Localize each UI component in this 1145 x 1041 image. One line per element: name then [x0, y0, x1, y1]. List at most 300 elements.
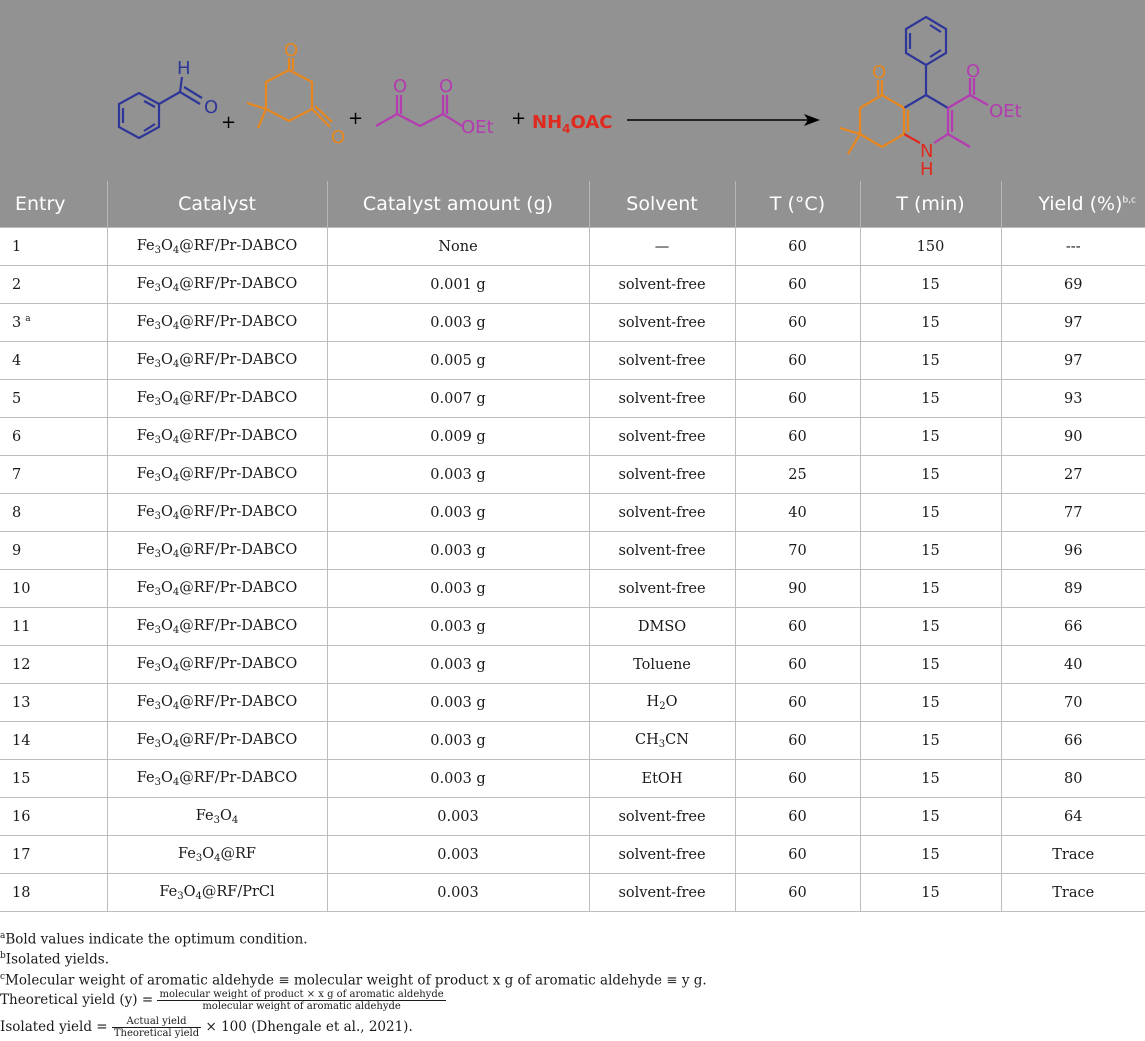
table-row	[0, 228, 1145, 266]
catalyst-sub-3: 3	[154, 776, 161, 788]
cell-yield: ---	[1001, 228, 1145, 266]
entry-number: 3	[12, 314, 22, 331]
entry-number: 15	[12, 770, 31, 787]
cell-entry	[0, 304, 107, 342]
table-row	[0, 646, 1145, 684]
isolated-yield-label: Isolated yield =	[0, 1019, 112, 1035]
catalyst-sub-3: 3	[213, 814, 220, 826]
cell-yield: 96	[1001, 532, 1145, 570]
cell-time: 15	[860, 684, 1001, 722]
cell-catalyst	[107, 380, 327, 418]
catalyst-fe: Fe	[136, 579, 155, 596]
cell-entry	[0, 494, 107, 532]
table-row	[0, 760, 1145, 798]
theoretical-yield-denominator: molecular weight of aromatic aldehyde	[202, 1001, 401, 1012]
table-row	[0, 570, 1145, 608]
theoretical-yield-label: Theoretical yield (y) =	[0, 992, 158, 1008]
entry-number: 17	[12, 846, 31, 863]
cell-yield: 80	[1001, 760, 1145, 798]
catalyst-o: O	[161, 237, 173, 254]
reaction-scheme	[0, 0, 1145, 181]
cell-solvent: solvent-free	[589, 266, 735, 304]
cell-yield: 90	[1001, 418, 1145, 456]
catalyst-o: O	[161, 731, 173, 748]
theoretical-yield-formula	[0, 989, 1145, 1012]
table-row	[0, 304, 1145, 342]
cell-time: 15	[860, 874, 1001, 912]
cell-catalyst-amount: 0.003	[327, 798, 589, 836]
catalyst-fe: Fe	[136, 465, 155, 482]
catalyst-sub-3: 3	[154, 434, 161, 446]
cell-yield: 77	[1001, 494, 1145, 532]
cell-entry	[0, 722, 107, 760]
cell-catalyst	[107, 836, 327, 874]
benzaldehyde-structure	[119, 77, 202, 138]
catalyst-suffix: @RF/Pr-DABCO	[179, 351, 298, 368]
cell-catalyst-amount: 0.003	[327, 836, 589, 874]
catalyst-fe: Fe	[136, 693, 155, 710]
footnote-b-text: Isolated yields.	[5, 951, 109, 968]
catalyst-fe: Fe	[136, 237, 155, 254]
catalyst-sub-3: 3	[154, 472, 161, 484]
cell-yield: 64	[1001, 798, 1145, 836]
cell-yield: 89	[1001, 570, 1145, 608]
ketoester-oxygen-1: O	[393, 76, 408, 97]
cell-catalyst-amount: 0.003 g	[327, 608, 589, 646]
theoretical-yield-fraction	[157, 989, 445, 1012]
catalyst-sub-4: 4	[172, 624, 180, 636]
cell-catalyst-amount: None	[327, 228, 589, 266]
catalyst-fe: Fe	[159, 883, 178, 900]
catalyst-fe: Fe	[136, 503, 155, 520]
ammonium-acetate-label	[532, 112, 612, 136]
ethyl-acetoacetate-structure	[376, 95, 462, 126]
cell-temperature: 60	[735, 380, 860, 418]
cell-catalyst	[107, 874, 327, 912]
cell-time: 15	[860, 760, 1001, 798]
cell-temperature: 60	[735, 646, 860, 684]
cell-catalyst	[107, 646, 327, 684]
catalyst-suffix: @RF/Pr-DABCO	[179, 693, 298, 710]
entry-number: 18	[12, 884, 31, 901]
footnote-a	[0, 927, 1145, 949]
catalyst-o: O	[161, 313, 173, 330]
entry-number: 16	[12, 808, 31, 825]
catalyst-sub-4: 4	[172, 738, 180, 750]
table-row	[0, 494, 1145, 532]
aldehyde-h-label: H	[177, 58, 191, 79]
catalyst-sub-4: 4	[172, 776, 180, 788]
cell-temperature: 25	[735, 456, 860, 494]
cell-yield: 66	[1001, 608, 1145, 646]
cell-solvent: solvent-free	[589, 874, 735, 912]
cell-solvent: solvent-free	[589, 304, 735, 342]
cell-entry	[0, 798, 107, 836]
cell-catalyst-amount: 0.003 g	[327, 570, 589, 608]
cell-catalyst	[107, 228, 327, 266]
cell-solvent: solvent-free	[589, 380, 735, 418]
footnote-a-text: Bold values indicate the optimum condition.	[5, 931, 308, 948]
footnote-b	[0, 947, 1145, 969]
cell-catalyst	[107, 304, 327, 342]
reaction-arrow	[627, 114, 820, 126]
header-solvent: Solvent	[589, 181, 735, 228]
isolated-yield-formula	[0, 1016, 1145, 1039]
header-entry: Entry	[0, 181, 107, 228]
catalyst-suffix: @RF/Pr-DABCO	[179, 503, 298, 520]
cell-solvent: solvent-free	[589, 456, 735, 494]
cell-solvent: solvent-free	[589, 836, 735, 874]
cell-time: 15	[860, 722, 1001, 760]
catalyst-sub-3: 3	[154, 662, 161, 674]
catalyst-sub-3: 3	[154, 282, 161, 294]
cell-temperature: 60	[735, 874, 860, 912]
entry-number: 5	[12, 390, 22, 407]
catalyst-o: O	[161, 769, 173, 786]
cell-solvent	[589, 684, 735, 722]
cell-time: 15	[860, 380, 1001, 418]
table-row	[0, 836, 1145, 874]
catalyst-sub-4: 4	[172, 472, 180, 484]
header-catalyst-amount: Catalyst amount (g)	[327, 181, 589, 228]
solvent-part: CN	[665, 731, 689, 748]
catalyst-fe: Fe	[136, 275, 155, 292]
catalyst-fe: Fe	[195, 807, 214, 824]
cell-catalyst-amount: 0.009 g	[327, 418, 589, 456]
cell-entry	[0, 684, 107, 722]
catalyst-sub-3: 3	[154, 320, 161, 332]
catalyst-sub-3: 3	[154, 586, 161, 598]
cell-temperature: 60	[735, 342, 860, 380]
catalyst-sub-3: 3	[154, 738, 161, 750]
cell-catalyst	[107, 722, 327, 760]
product-nitrogen-label: N	[920, 141, 934, 162]
cell-time: 15	[860, 418, 1001, 456]
cell-catalyst	[107, 570, 327, 608]
table-row	[0, 380, 1145, 418]
catalyst-suffix: @RF/Pr-DABCO	[179, 427, 298, 444]
catalyst-fe: Fe	[136, 351, 155, 368]
entry-number: 2	[12, 276, 22, 293]
entry-footnote-mark: a	[25, 314, 31, 325]
catalyst-suffix: @RF	[220, 845, 256, 862]
catalyst-suffix: @RF/Pr-DABCO	[179, 389, 298, 406]
solvent-subscript: 3	[658, 738, 666, 750]
catalyst-o: O	[202, 845, 215, 862]
cell-yield: 27	[1001, 456, 1145, 494]
cell-entry	[0, 266, 107, 304]
cell-catalyst	[107, 798, 327, 836]
cell-solvent: solvent-free	[589, 342, 735, 380]
entry-number: 9	[12, 542, 22, 559]
cell-time: 15	[860, 266, 1001, 304]
cell-catalyst	[107, 456, 327, 494]
cell-entry	[0, 836, 107, 874]
catalyst-sub-4: 4	[172, 358, 180, 370]
cell-entry	[0, 570, 107, 608]
cell-catalyst-amount: 0.003	[327, 874, 589, 912]
cell-catalyst	[107, 684, 327, 722]
cell-solvent: EtOH	[589, 760, 735, 798]
table-row	[0, 418, 1145, 456]
catalyst-sub-4: 4	[172, 548, 180, 560]
dimedone-structure	[247, 58, 332, 128]
cell-time: 15	[860, 836, 1001, 874]
cell-time: 15	[860, 456, 1001, 494]
table-row	[0, 798, 1145, 836]
catalyst-o: O	[161, 351, 173, 368]
catalyst-o: O	[161, 693, 173, 710]
catalyst-o: O	[161, 465, 173, 482]
solvent-subscript: 2	[659, 700, 666, 712]
table-row	[0, 722, 1145, 760]
cell-catalyst-amount: 0.001 g	[327, 266, 589, 304]
aldehyde-o-label: O	[204, 97, 219, 118]
cell-yield: Trace	[1001, 836, 1145, 874]
catalyst-sub-4: 4	[172, 396, 180, 408]
cell-time: 15	[860, 494, 1001, 532]
catalyst-suffix: @RF/Pr-DABCO	[179, 655, 298, 672]
cell-temperature: 60	[735, 608, 860, 646]
cell-time: 15	[860, 342, 1001, 380]
catalyst-sub-4: 4	[195, 890, 202, 902]
catalyst-sub-3: 3	[154, 624, 161, 636]
cell-solvent: solvent-free	[589, 532, 735, 570]
cell-entry	[0, 380, 107, 418]
footnote-c-mark: c	[0, 972, 6, 982]
cell-time: 15	[860, 304, 1001, 342]
footnote-c	[0, 968, 1145, 990]
table-row	[0, 532, 1145, 570]
catalyst-fe: Fe	[136, 655, 155, 672]
entry-number: 1	[12, 238, 22, 255]
catalyst-fe: Fe	[136, 769, 155, 786]
catalyst-o: O	[161, 655, 173, 672]
cell-catalyst-amount: 0.003 g	[327, 456, 589, 494]
solvent-part: CH	[635, 731, 659, 748]
cell-solvent: Toluene	[589, 646, 735, 684]
reagent-subscript: 4	[562, 122, 571, 136]
cell-solvent: —	[589, 228, 735, 266]
catalyst-o: O	[161, 389, 173, 406]
product-oet-label: OEt	[989, 101, 1022, 122]
catalyst-sub-3: 3	[154, 244, 161, 256]
cell-catalyst	[107, 608, 327, 646]
cell-entry	[0, 760, 107, 798]
table-row	[0, 684, 1145, 722]
isolated-yield-fraction	[112, 1016, 201, 1039]
solvent-part: O	[665, 693, 678, 710]
entry-number: 12	[12, 656, 31, 673]
table-body	[0, 228, 1145, 912]
table-row	[0, 456, 1145, 494]
product-nh-hydrogen: H	[920, 159, 934, 180]
cell-catalyst-amount: 0.003 g	[327, 494, 589, 532]
catalyst-sub-3: 3	[177, 890, 184, 902]
catalyst-o: O	[161, 617, 173, 634]
cell-catalyst-amount: 0.007 g	[327, 380, 589, 418]
cell-yield: 69	[1001, 266, 1145, 304]
header-yield	[1001, 181, 1145, 228]
cell-temperature: 60	[735, 228, 860, 266]
catalyst-o: O	[161, 427, 173, 444]
catalyst-sub-4: 4	[172, 586, 180, 598]
footnote-b-mark: b	[0, 951, 6, 961]
catalyst-sub-3: 3	[195, 852, 203, 864]
ketoester-oet-label: OEt	[461, 117, 494, 138]
cell-catalyst	[107, 532, 327, 570]
catalyst-o: O	[161, 541, 173, 558]
cell-temperature: 70	[735, 532, 860, 570]
catalyst-fe: Fe	[136, 389, 155, 406]
catalyst-fe: Fe	[136, 427, 155, 444]
catalyst-suffix: @RF/Pr-DABCO	[179, 617, 298, 634]
plus-sign-3: +	[511, 108, 527, 129]
optimization-table	[0, 181, 1145, 912]
catalyst-o: O	[161, 579, 173, 596]
catalyst-suffix: @RF/Pr-DABCO	[179, 579, 298, 596]
cell-solvent: solvent-free	[589, 570, 735, 608]
cell-solvent: solvent-free	[589, 418, 735, 456]
cell-entry	[0, 532, 107, 570]
catalyst-fe: Fe	[178, 845, 196, 862]
cell-yield: 40	[1001, 646, 1145, 684]
entry-number: 10	[12, 580, 31, 597]
dione-oxygen-2: O	[331, 127, 346, 148]
catalyst-sub-3: 3	[154, 510, 161, 522]
entry-number: 11	[12, 618, 31, 635]
catalyst-sub-3: 3	[154, 548, 161, 560]
cell-temperature: 60	[735, 304, 860, 342]
entry-number: 6	[12, 428, 22, 445]
plus-sign-1: +	[221, 112, 237, 133]
cell-time: 15	[860, 646, 1001, 684]
theoretical-yield-numerator: molecular weight of product × x g of aromatic aldehyde	[159, 989, 444, 1000]
header-catalyst: Catalyst	[107, 181, 327, 228]
catalyst-suffix: @RF/Pr-DABCO	[179, 313, 298, 330]
cell-entry	[0, 418, 107, 456]
cell-temperature: 90	[735, 570, 860, 608]
cell-yield: 97	[1001, 304, 1145, 342]
isolated-yield-numerator: Actual yield	[112, 1016, 201, 1028]
catalyst-o: O	[219, 807, 232, 824]
catalyst-suffix: @RF/Pr-DABCO	[179, 465, 298, 482]
catalyst-o: O	[183, 883, 196, 900]
catalyst-sub-4: 4	[172, 244, 180, 256]
catalyst-suffix: @RF/Pr-DABCO	[179, 769, 298, 786]
catalyst-fe: Fe	[136, 731, 155, 748]
catalyst-suffix: @RF/Pr-DABCO	[179, 275, 298, 292]
catalyst-fe: Fe	[136, 541, 155, 558]
catalyst-sub-4: 4	[172, 434, 180, 446]
catalyst-sub-4: 4	[172, 282, 180, 294]
footnote-a-mark: a	[0, 931, 6, 941]
cell-entry	[0, 608, 107, 646]
catalyst-suffix: @RF/Pr-DABCO	[179, 237, 298, 254]
table-row	[0, 608, 1145, 646]
cell-time: 15	[860, 532, 1001, 570]
reagent-suffix: OAC	[570, 112, 613, 133]
catalyst-suffix: @RF/PrCl	[201, 883, 275, 900]
cell-time: 150	[860, 228, 1001, 266]
catalyst-sub-3: 3	[154, 358, 161, 370]
table-row	[0, 342, 1145, 380]
footnote-c-text: Molecular weight of aromatic aldehyde ≡ molecular weight of product x g of aromatic aldehyde ≡ y g.	[5, 972, 707, 989]
table-header-row	[0, 181, 1145, 228]
cell-entry	[0, 874, 107, 912]
cell-entry	[0, 228, 107, 266]
cell-catalyst	[107, 342, 327, 380]
plus-sign-2: +	[348, 108, 364, 129]
cell-yield: 93	[1001, 380, 1145, 418]
catalyst-sub-4: 4	[172, 320, 180, 332]
cell-temperature: 60	[735, 798, 860, 836]
cell-temperature: 60	[735, 760, 860, 798]
cell-yield: 70	[1001, 684, 1145, 722]
cell-temperature: 60	[735, 266, 860, 304]
cell-catalyst	[107, 418, 327, 456]
catalyst-fe: Fe	[136, 617, 155, 634]
reagent-prefix: NH	[532, 112, 563, 133]
cell-temperature: 60	[735, 722, 860, 760]
cell-solvent	[589, 722, 735, 760]
cell-catalyst-amount: 0.003 g	[327, 760, 589, 798]
catalyst-sub-4: 4	[231, 814, 239, 826]
entry-number: 8	[12, 504, 22, 521]
catalyst-o: O	[161, 503, 173, 520]
cell-temperature: 60	[735, 836, 860, 874]
cell-yield: 66	[1001, 722, 1145, 760]
cell-time: 15	[860, 570, 1001, 608]
cell-time: 15	[860, 798, 1001, 836]
cell-catalyst-amount: 0.003 g	[327, 684, 589, 722]
catalyst-sub-4: 4	[172, 700, 180, 712]
cell-catalyst-amount: 0.005 g	[327, 342, 589, 380]
cell-temperature: 60	[735, 418, 860, 456]
cell-catalyst-amount: 0.003 g	[327, 722, 589, 760]
cell-catalyst-amount: 0.003 g	[327, 304, 589, 342]
dione-oxygen-1: O	[284, 40, 299, 61]
header-temperature: T (°C)	[735, 181, 860, 228]
entry-number: 14	[12, 732, 31, 749]
header-yield-label: Yield (%)	[1038, 193, 1123, 215]
cell-catalyst-amount: 0.003 g	[327, 532, 589, 570]
cell-yield: 97	[1001, 342, 1145, 380]
ketoester-oxygen-2: O	[439, 76, 454, 97]
cell-yield: Trace	[1001, 874, 1145, 912]
solvent-part: H	[646, 693, 660, 710]
catalyst-suffix: @RF/Pr-DABCO	[179, 541, 298, 558]
cell-temperature: 60	[735, 684, 860, 722]
cell-solvent: solvent-free	[589, 494, 735, 532]
catalyst-sub-4: 4	[172, 662, 180, 674]
isolated-yield-denominator: Theoretical yield	[113, 1028, 200, 1039]
entry-number: 7	[12, 466, 22, 483]
product-oxygen-2: O	[966, 61, 981, 82]
header-yield-sup: b,c	[1122, 195, 1136, 206]
entry-number: 4	[12, 352, 22, 369]
cell-time: 15	[860, 608, 1001, 646]
product-structure	[840, 17, 988, 154]
catalyst-sub-4: 4	[214, 852, 221, 864]
table-row	[0, 266, 1145, 304]
cell-catalyst	[107, 760, 327, 798]
catalyst-sub-3: 3	[154, 700, 161, 712]
cell-catalyst	[107, 266, 327, 304]
catalyst-o: O	[161, 275, 173, 292]
reaction-scheme-drawing	[0, 0, 1145, 181]
cell-catalyst	[107, 494, 327, 532]
